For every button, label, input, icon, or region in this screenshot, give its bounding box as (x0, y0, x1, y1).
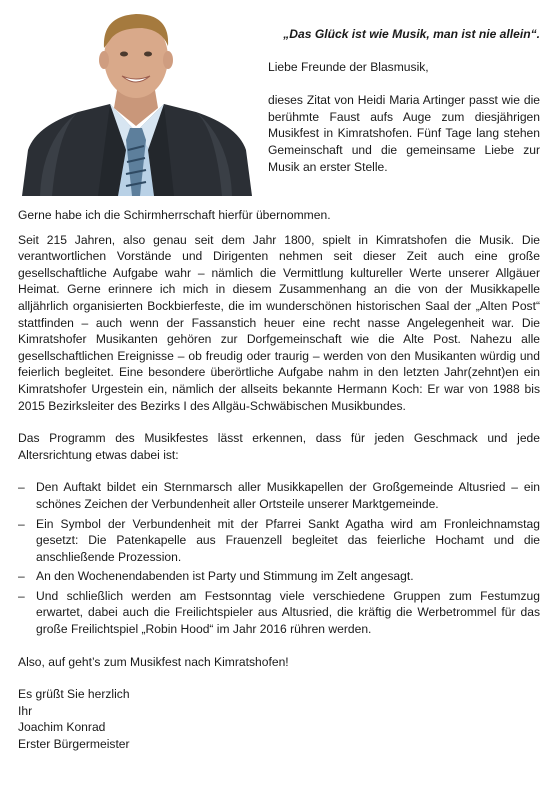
list-item-text: An den Wochenendabenden ist Party und Stimmung im Zelt angesagt. (36, 569, 414, 584)
dash-bullet: – (18, 516, 25, 531)
paragraph-program: Das Programm des Musikfestes lässt erkennen, dass für jeden Geschmack und jede Altersrichtung etwas dabei ist: (18, 431, 540, 462)
dash-bullet: – (18, 588, 25, 603)
signer-title: Erster Bürgermeister (18, 737, 130, 752)
intro-paragraph: dieses Zitat von Heidi Maria Artinger passt wie die berühmte Faust aufs Auge zum diesjährigen Musikfest in Kimratshofen. Fünf Tage lang stehen Gemeinschaft und die gemeinsame Liebe zur Musik an erster Stelle. (268, 93, 540, 174)
quote: „Das Glück ist wie Musik, man ist nie allein“. (283, 27, 540, 41)
program-list (18, 479, 540, 637)
signature-block (18, 686, 540, 752)
list-item (18, 588, 540, 638)
paragraph-history: Seit 215 Jahren, also genau seit dem Jahr 1800, spielt in Kimratshofen die Musik. Die verantwortlichen Vorstände und Dirigenten nehmen seit dieser Zeit auch eine große gesellschaftliche Aufgabe wahr – nämlich die Vermittlung kultureller Werte unserer Allgäuer Heimat. Gerne erinnere ich mich in diesem Zusammenhang an die von der Musikkapelle alljährlich organisierten Bockbierfeste, die im wunderschönen historischen Saal der „Alten Post“ stattfinden – auch wenn der Fassanstich heuer eine recht nasse Angelegenheit war. Die Kimratshofer Musikanten gehören zur Dorfgemeinschaft wie die Alte Post. Nahezu alle gesellschaftlichen Ereignisse – ob freudig oder traurig – werden von den Musikanten würdig und feierlich begleitet. Eine besondere überörtliche Aufgabe nahm in den letzten Jahr(zehnt)en ein Kimratshofer Urgestein ein, nämlich der allseits bekannte Hermann Koch: Er war von 1988 bis 2015 Bezirksleiter des Bezirks I des Allgäu-Schwäbischen Musikbundes. (18, 232, 540, 413)
signature-ihr: Ihr (18, 703, 33, 718)
signer-name: Joachim Konrad (18, 720, 106, 735)
dash-bullet: – (18, 569, 25, 584)
list-item (18, 479, 540, 512)
portrait-photo (18, 0, 254, 196)
greeting: Es grüßt Sie herzlich (18, 687, 130, 702)
salutation: Liebe Freunde der Blasmusik, (268, 59, 429, 74)
list-item (18, 516, 540, 566)
list-item-text: Und schließlich werden am Festsonntag viele verschiedene Gruppen zum Festumzug erwartet, dabei auch die Freilichtspieler aus Altusried, die kräftig die Werbetrommel für das große Freilichtspiel „Robin Hood“ im Jahr 2016 rühren werden. (36, 588, 540, 637)
header-column (268, 26, 540, 175)
list-item (18, 568, 540, 585)
closing-line: Also, auf geht’s zum Musikfest nach Kimratshofen! (18, 654, 289, 669)
list-item-text: Den Auftakt bildet ein Sternmarsch aller Musikkapellen der Großgemeinde Altusried – ein schönes Zeichen der Verbundenheit aller Ortsteile unserer Marktgemeinde. (36, 480, 540, 511)
list-item-text: Ein Symbol der Verbundenheit mit der Pfarrei Sankt Agatha wird am Fronleichnamstag gesetzt: Die Patenkapelle aus Frauenzell begleitet das feierliche Hochamt und die anschließende Prozession. (36, 516, 540, 564)
letter-body (18, 207, 540, 753)
paragraph-patronage: Gerne habe ich die Schirmherrschaft hierfür übernommen. (18, 208, 331, 222)
dash-bullet: – (18, 480, 25, 495)
